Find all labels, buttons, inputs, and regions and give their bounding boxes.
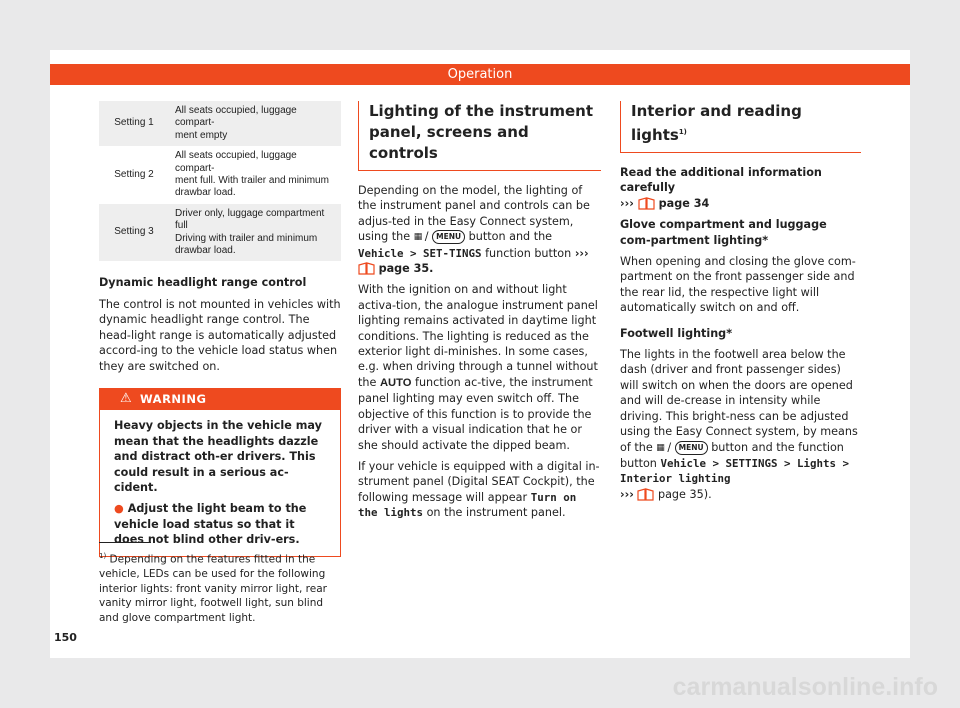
page-reference-link[interactable]: page 35. <box>378 262 434 276</box>
lighting-paragraph-3 <box>358 459 601 521</box>
dynamic-heading: Dynamic headlight range control <box>99 276 307 290</box>
book-icon <box>637 488 654 501</box>
warning-bullet-item <box>114 501 326 547</box>
table-row <box>99 101 341 146</box>
lighting-paragraph-1: Depending on the model, the lighting of the instrument panel and controls can be adjus-ted in the Easy Connect system, using the ▦ / MENU button and the Vehicle > SET-TINGS function button ››› page 35. <box>358 184 590 276</box>
lighting-section-title: Lighting of the instrument panel, screens and controls <box>358 101 601 171</box>
menu-icon: MENU <box>675 441 708 455</box>
footwell-body: The lights in the footwell area below the dash (driver and front passenger sides) will switch on when the doors are opened and will de-crease in intensity while driving. This bright-ness can be adjusted using the Easy Connect system, by means of the ▦ / MENU button and the function button Vehicle > SETTINGS > Lights > Interior lighting ››› page 35). <box>620 348 858 501</box>
lighting-p3-text: If your vehicle is equipped with a digital in-strument panel (Digital SEAT Cockpit), the following message will appear <box>358 459 600 504</box>
page-reference-link[interactable]: page 34 <box>658 196 710 210</box>
watermark: carmanualsonline.info <box>672 673 938 701</box>
interior-section-title <box>620 101 861 153</box>
warning-triangle-icon: ⚠ <box>120 390 133 406</box>
setting-description: All seats occupied, luggage compart- ment full. With trailer and minimum drawbar load. <box>175 150 329 199</box>
setting-label: Setting 3 <box>99 204 169 262</box>
warning-header <box>100 389 340 410</box>
book-icon <box>358 262 375 275</box>
right-column <box>620 101 861 508</box>
lighting-p1-text-c: function button <box>485 246 572 260</box>
setting-description: All seats occupied, luggage compart- ment empty <box>169 101 341 146</box>
page-number: 150 <box>54 631 77 644</box>
link-arrow-icon: ››› <box>620 196 634 210</box>
lighting-p1-text-b: button and the <box>468 230 553 244</box>
page-reference-link[interactable]: page 35). <box>657 487 712 501</box>
left-column <box>99 101 341 557</box>
warning-body <box>100 410 340 555</box>
glove-heading: Glove compartment and luggage com-partment lighting* <box>620 218 827 247</box>
dynamic-body: The control is not mounted in vehicles with dynamic headlight range control. The head-light range is automatically adjusted accord-ing to the vehicle load status when they are switched on. <box>99 297 341 373</box>
settings-path-code: Vehicle > SET-TINGS <box>358 246 482 260</box>
footnote-ref: 1) <box>678 128 687 136</box>
lighting-p2-text-b: function ac-tive, the instrument panel lighting may even switch off. The objective of this function is to provide the driver with a visual indication that he or she should activate the dipped beam. <box>358 375 593 452</box>
settings-path-code: Vehicle > SETTINGS > Lights > Interior lighting <box>620 456 849 486</box>
bullet-icon: ● <box>114 502 124 516</box>
book-icon <box>638 197 655 210</box>
grid-icon: ▦ <box>413 232 422 243</box>
lighting-p3-text-b: on the instrument panel. <box>426 506 566 520</box>
middle-column <box>358 101 601 527</box>
footnote-marker: 1) <box>99 552 107 560</box>
link-arrow-icon: ››› <box>574 246 589 260</box>
footnote <box>99 549 341 625</box>
lighting-p2-text: With the ignition on and without light activa-tion, the analogue instrument panel lighting remains activated in daytime light conditions. The lighting is reduced as the exterior light di-minishes. In some cases, e.g. when driving through a tunnel without the <box>358 283 598 389</box>
footnote-divider <box>99 542 151 543</box>
message-code: Turn on the lights <box>358 490 577 520</box>
link-arrow-icon: ››› <box>620 487 634 501</box>
setting-label: Setting 2 <box>114 168 154 180</box>
table-row <box>99 146 341 204</box>
warning-title: WARNING <box>140 391 207 406</box>
warning-text: Heavy objects in the vehicle may mean that the headlights dazzle and distract oth-er drivers. This could result in a serious ac-cident. <box>114 419 322 494</box>
grid-icon: ▦ <box>656 442 664 453</box>
footwell-text: The lights in the footwell area below the dash (driver and front passenger sides) will switch on when the doors are opened and will de-crease in intensity while driving. This bright-ness can be adjusted using the Easy Connect system, by means of the <box>620 348 858 454</box>
glove-body: When opening and closing the glove com-partment on the front passenger side and the rear lid, the respective light will automatically switch on and off. <box>620 255 856 315</box>
footwell-heading: Footwell lighting* <box>620 326 733 340</box>
menu-icon: MENU <box>432 230 465 244</box>
read-more-note <box>620 165 861 211</box>
interior-title-text: Interior and reading lights <box>631 102 802 144</box>
page-header: Operation <box>50 64 910 85</box>
settings-table <box>99 101 341 261</box>
read-more-text: Read the additional information carefully <box>620 166 822 195</box>
lighting-p1-text: Depending on the model, the lighting of the instrument panel and controls can be adjus-ted in the Easy Connect system, using the <box>358 184 590 244</box>
auto-icon: AUTO <box>379 376 412 389</box>
setting-label: Setting 1 <box>99 101 169 146</box>
lighting-paragraph-2 <box>358 282 601 452</box>
table-row <box>99 204 341 262</box>
warning-box <box>99 388 341 557</box>
footwell-text-b: button and the function button <box>620 440 844 470</box>
warning-bullet-text: Adjust the light beam to the vehicle load status so that it does not blind other driv-ers. <box>114 502 307 547</box>
footnote-text: Depending on the features fitted in the vehicle, LEDs can be used for the following interior lights: front vanity mirror light, rear vanity mirror light, footwell light, sun blind and glove compartment light. <box>99 553 327 624</box>
setting-description: Driver only, luggage compartment full Driving with trailer and minimum drawbar load. <box>169 204 341 262</box>
